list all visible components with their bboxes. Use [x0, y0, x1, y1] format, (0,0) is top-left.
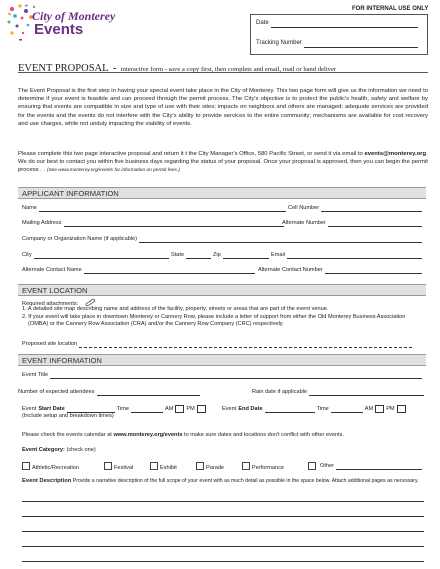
end-time-field[interactable]: [331, 406, 363, 413]
event-description-intro: [22, 478, 424, 485]
end-pm-label: PM: [386, 406, 395, 412]
alternate-contact-number-label: Alternate Contact Number: [258, 267, 323, 273]
category-hint: (check one): [66, 447, 96, 453]
company-label: Company or Organization Name (if applicable): [22, 236, 138, 242]
end-time-label: Time: [316, 406, 329, 412]
intro-p2-dots: . .: [40, 167, 46, 174]
category-parade[interactable]: [196, 462, 224, 472]
city-label: City: [22, 252, 32, 258]
applicant-section-header: APPLICANT INFORMATION: [18, 187, 426, 199]
setup-note: (Include setup and breakdown times): [22, 413, 114, 419]
alternate-contact-label: Alternate Contact Name: [22, 267, 82, 273]
event-description-field[interactable]: [22, 494, 424, 564]
name-label: Name: [22, 205, 37, 211]
attachment-item-1: 1. A detailed site map describing name and address of the facility, property, streets or areas that are part of the event venue.: [22, 306, 329, 312]
description-line: [22, 524, 424, 532]
zip-label: Zip: [213, 252, 221, 258]
event-category-heading: [22, 447, 96, 454]
logo-line2: Events: [34, 21, 84, 38]
tracking-label: Tracking Number: [256, 40, 302, 46]
email-label: Email: [271, 252, 285, 258]
end-am-checkbox[interactable]: [375, 405, 384, 413]
company-field[interactable]: [139, 236, 422, 243]
category-performance-checkbox[interactable]: [242, 462, 250, 470]
category-label: Event Category:: [22, 447, 65, 453]
tracking-number-field[interactable]: [304, 41, 418, 48]
start-date-field[interactable]: [67, 406, 115, 413]
event-title-field[interactable]: [50, 372, 422, 379]
logo-line1: City of Monterey: [32, 9, 116, 23]
city-logo: [6, 3, 156, 47]
date-label: Date: [256, 20, 269, 26]
event-section-header: EVENT INFORMATION: [18, 354, 426, 366]
start-am-label: AM: [164, 406, 174, 412]
category-exhibit-checkbox[interactable]: [150, 462, 158, 470]
calendar-note-a: Please check the events calendar at: [22, 432, 112, 438]
start-date-label: Start Date: [38, 406, 65, 412]
description-line: [22, 494, 424, 502]
end-date-field[interactable]: [265, 406, 315, 413]
internal-use-box: [250, 14, 428, 55]
category-athletic-checkbox[interactable]: [22, 462, 30, 470]
title-sub: interactive form - save a copy first, then complete and email, mail or hand deliver: [120, 66, 337, 73]
calendar-note-b: to make sure dates and locations don't conflict with other events.: [184, 432, 344, 438]
category-parade-checkbox[interactable]: [196, 462, 204, 470]
description-line: [22, 509, 424, 517]
description-hint: Provide a narrative description of the full scope of your event with as much detail as possible in the space below. Attach additional pages as necessary.: [72, 478, 419, 484]
start-time-label: Time: [116, 406, 129, 412]
rain-date-field[interactable]: [309, 389, 424, 396]
page-title: [18, 58, 428, 73]
intro-email-link[interactable]: events@monterey.org: [364, 151, 427, 157]
mailing-address-field[interactable]: [64, 220, 285, 227]
required-attachments-label: Required attachments:: [22, 301, 79, 307]
name-field[interactable]: [39, 205, 286, 212]
intro-p2-b: . We do our best to contact you within five business days regarding the status of your proposal. Once your proposal is approved, then you can begin the permit process: [18, 151, 428, 174]
description-line: [22, 539, 424, 547]
end-pm-checkbox[interactable]: [397, 405, 406, 413]
description-line: [22, 554, 424, 562]
email-field[interactable]: [287, 252, 422, 259]
zip-field[interactable]: [223, 252, 269, 259]
end-am-label: AM: [364, 406, 374, 412]
category-other[interactable]: [308, 462, 422, 470]
category-other-label: Other: [320, 463, 334, 469]
calendar-link[interactable]: www.monterey.org/events: [113, 432, 183, 438]
category-festival[interactable]: [104, 462, 133, 472]
paperclip-icon: [84, 298, 96, 306]
start-am-checkbox[interactable]: [175, 405, 184, 413]
alternate-contact-field[interactable]: [84, 267, 255, 274]
calendar-note: [22, 432, 422, 439]
start-time-field[interactable]: [131, 406, 163, 413]
description-label: Event Description: [22, 478, 72, 484]
proposed-site-label: Proposed site location: [22, 341, 78, 347]
state-field[interactable]: [186, 252, 211, 259]
rain-date-label: Rain date if applicable: [252, 389, 308, 395]
intro-paragraph-2: [18, 150, 428, 176]
intro-p2-a: Please complete this two page interactive proposal and return it t the City Manager's Office, 580 Pacific Street, or send it via email to: [18, 151, 363, 157]
event-title-label: Event Title: [22, 372, 49, 378]
event-start-word: Event: [22, 406, 37, 412]
alternate-number-field[interactable]: [328, 220, 422, 227]
start-pm-label: PM: [186, 406, 195, 412]
category-performance[interactable]: [242, 462, 284, 472]
title-dash: -: [112, 63, 117, 74]
category-athletic-label: Athletic/Recreation: [32, 465, 79, 471]
end-date-label: End Date: [238, 406, 263, 412]
category-parade-label: Parade: [206, 465, 225, 471]
category-other-checkbox[interactable]: [308, 462, 316, 470]
category-athletic[interactable]: [22, 462, 79, 472]
intro-permit-note: (See www.monterey.org/events for information on permit fees.): [46, 168, 180, 174]
proposed-site-field[interactable]: [79, 341, 412, 348]
attendees-field[interactable]: [97, 389, 201, 396]
event-end-word: Event: [222, 406, 237, 412]
alternate-contact-number-field[interactable]: [325, 267, 422, 274]
start-pm-checkbox[interactable]: [197, 405, 206, 413]
category-festival-checkbox[interactable]: [104, 462, 112, 470]
internal-use-heading: FOR INTERNAL USE ONLY: [352, 6, 429, 12]
attachment-item-2: 2. If your event will take place in downtown Monterey or Cannery Row, please include a letter of support from either the Old Monterey Business Association (OMBA) or the Cannery Row Association (CRA) and/or the Cannery Row Company (CRC) respectively.: [22, 314, 406, 327]
attendees-label: Number of expected attendees: [18, 389, 95, 395]
alternate-number-label: Alternate Number: [282, 220, 326, 226]
city-field[interactable]: [34, 252, 169, 259]
intro-paragraph-1: The Event Proposal is the first step in having your special event take place in the City of Monterey. This two page form will give us the information we need to determine if your event is feasible and can proceed through the permit process. The City's objective is to protect the public's health, safety and welfare by ensuring that events are compatible in size and type of use with their sites; impacts on neighbors and others are managed; adequate services are provided for the events and the events do not interfere with the City's ability to provide services to the entire community; mechanisms are available for cost recovery and use charges, while not unduly impacting the viability of events.: [18, 88, 428, 127]
category-performance-label: Performance: [252, 465, 285, 471]
cell-number-field[interactable]: [321, 205, 422, 212]
title-main: EVENT PROPOSAL: [18, 63, 109, 74]
cell-number-label: Cell Number: [288, 205, 320, 211]
location-section-header: EVENT LOCATION: [18, 284, 426, 296]
date-field[interactable]: [271, 21, 418, 28]
category-exhibit-label: Exhibit: [160, 465, 177, 471]
category-exhibit[interactable]: [150, 462, 177, 472]
mailing-address-label: Mailing Address: [22, 220, 62, 226]
category-festival-label: Festival: [114, 465, 134, 471]
state-label: State: [171, 252, 185, 258]
category-other-field[interactable]: [336, 463, 422, 470]
